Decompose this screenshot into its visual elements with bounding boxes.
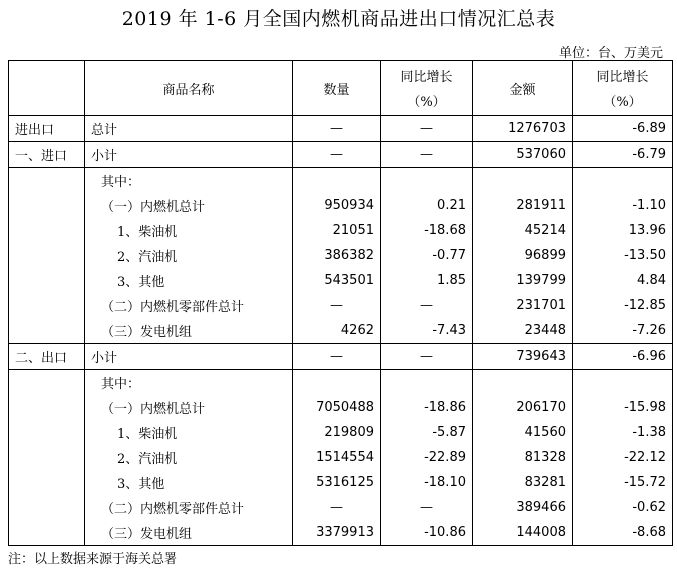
row-amt-yoy: -7.26 [573,318,673,344]
unit-label: 单位：台、万美元 [558,46,663,61]
row-name: （一）内燃机总计 [85,193,293,218]
row-quantity: 21051 [293,218,381,243]
row-amount: 139799 [473,268,573,293]
row-amount: 389466 [473,495,573,520]
row-qty-yoy: -10.86 [381,520,473,546]
row-amt-yoy: 4.84 [573,268,673,293]
row-amount: 144008 [473,520,573,546]
header-row [9,61,673,116]
row-category [9,470,85,495]
row-name: 3、其他 [85,470,293,495]
row-amount: 83281 [473,470,573,495]
row-amt-yoy: -22.12 [573,445,673,470]
row-amount: 281911 [473,193,573,218]
row-qty-yoy: -22.89 [381,445,473,470]
row-qty-yoy: — [381,344,473,370]
row-amt-yoy: -6.96 [573,344,673,370]
row-qty-yoy: 1.85 [381,268,473,293]
row-category: 二、出口 [9,344,85,370]
row-name: 小计 [85,142,293,168]
row-amount [473,168,573,194]
row-name: （二）内燃机零部件总计 [85,293,293,318]
row-amount: 206170 [473,395,573,420]
table-row [9,420,673,445]
row-quantity: — [293,495,381,520]
row-category [9,168,85,194]
row-quantity: 1514554 [293,445,381,470]
row-quantity: 543501 [293,268,381,293]
table-row [9,395,673,420]
row-amt-yoy: -13.50 [573,243,673,268]
row-name: （三）发电机组 [85,520,293,546]
row-amt-yoy: -1.38 [573,420,673,445]
row-qty-yoy: -7.43 [381,318,473,344]
row-quantity [293,370,381,396]
row-amt-yoy [573,370,673,396]
row-amt-yoy: -8.68 [573,520,673,546]
table-row [9,193,673,218]
table-row [9,293,673,318]
row-amount: 45214 [473,218,573,243]
row-category [9,395,85,420]
table-row [9,344,673,370]
row-category [9,243,85,268]
row-category: 一、进口 [9,142,85,168]
table-title: 2019 年 1-6 月全国内燃机商品进出口情况汇总表 [121,8,556,30]
row-name: 3、其他 [85,268,293,293]
row-quantity: 7050488 [293,395,381,420]
row-name: 1、柴油机 [85,420,293,445]
header-quantity: 数量 [293,61,381,116]
row-name: （二）内燃机零部件总计 [85,495,293,520]
header-qty-yoy-line2: （%） [407,95,446,110]
row-amount: 81328 [473,445,573,470]
row-amount: 41560 [473,420,573,445]
row-category: 进出口 [9,116,85,142]
row-quantity: — [293,344,381,370]
row-category [9,293,85,318]
row-category [9,495,85,520]
row-category [9,218,85,243]
row-qty-yoy: — [381,142,473,168]
row-amount [473,370,573,396]
row-quantity: 3379913 [293,520,381,546]
header-amount: 金额 [473,61,573,116]
row-amount: 96899 [473,243,573,268]
row-amt-yoy: 13.96 [573,218,673,243]
row-amt-yoy: -15.72 [573,470,673,495]
row-quantity: 386382 [293,243,381,268]
row-category [9,420,85,445]
row-quantity: 5316125 [293,470,381,495]
source-note: 注：以上数据来源于海关总署 [8,552,178,567]
row-amt-yoy [573,168,673,194]
row-name: 总计 [85,116,293,142]
row-qty-yoy [381,370,473,396]
row-amt-yoy: -1.10 [573,193,673,218]
header-qty-yoy-line1: 同比增长 [400,70,453,85]
header-amt-yoy-line2: （%） [603,95,642,110]
row-category [9,370,85,396]
header-category [9,61,85,116]
row-amount: 23448 [473,318,573,344]
row-quantity: — [293,142,381,168]
table-row [9,470,673,495]
row-category [9,445,85,470]
row-qty-yoy: — [381,293,473,318]
row-amt-yoy: -6.79 [573,142,673,168]
table-row [9,318,673,344]
table-row [9,142,673,168]
header-amt-yoy [573,61,673,116]
table-row [9,218,673,243]
row-qty-yoy: 0.21 [381,193,473,218]
row-name: 2、汽油机 [85,243,293,268]
table-row [9,495,673,520]
table-row [9,243,673,268]
row-category [9,268,85,293]
row-amt-yoy: -6.89 [573,116,673,142]
row-amt-yoy: -15.98 [573,395,673,420]
row-qty-yoy: — [381,495,473,520]
row-amount: 231701 [473,293,573,318]
row-qty-yoy: -18.10 [381,470,473,495]
row-name: （一）内燃机总计 [85,395,293,420]
row-quantity: 219809 [293,420,381,445]
row-amt-yoy: -12.85 [573,293,673,318]
row-qty-yoy: — [381,116,473,142]
table-row [9,520,673,546]
table-row [9,445,673,470]
row-amount: 1276703 [473,116,573,142]
table-row [9,268,673,293]
summary-table [8,60,673,546]
row-quantity: — [293,116,381,142]
row-name: 1、柴油机 [85,218,293,243]
row-category [9,520,85,546]
row-amt-yoy: -0.62 [573,495,673,520]
row-name: 2、汽油机 [85,445,293,470]
row-qty-yoy: -18.86 [381,395,473,420]
row-category [9,193,85,218]
header-amt-yoy-line1: 同比增长 [596,70,649,85]
row-quantity [293,168,381,194]
row-qty-yoy: -5.87 [381,420,473,445]
row-category [9,318,85,344]
row-amount: 537060 [473,142,573,168]
row-quantity: 950934 [293,193,381,218]
row-qty-yoy: -18.68 [381,218,473,243]
row-name: 其中： [85,168,293,194]
row-qty-yoy [381,168,473,194]
row-name: 其中： [85,370,293,396]
table-row [9,116,673,142]
row-name: （三）发电机组 [85,318,293,344]
table-row [9,370,673,396]
header-qty-yoy [381,61,473,116]
row-quantity: — [293,293,381,318]
header-name: 商品名称 [85,61,293,116]
row-qty-yoy: -0.77 [381,243,473,268]
row-amount: 739643 [473,344,573,370]
row-quantity: 4262 [293,318,381,344]
table-row [9,168,673,194]
row-name: 小计 [85,344,293,370]
